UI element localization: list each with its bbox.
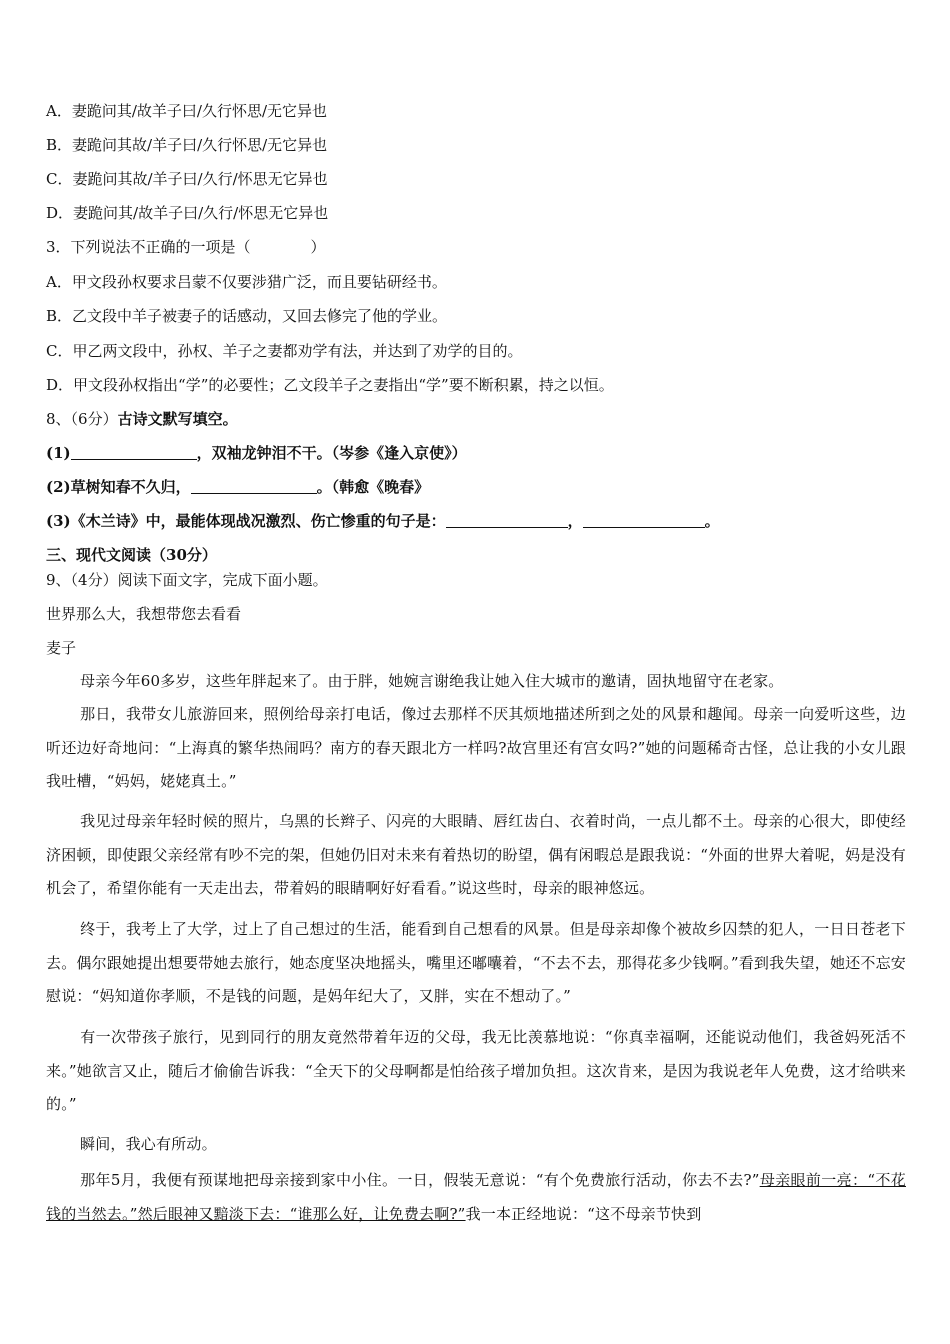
q9-stem: 9、（4分）阅读下面文字，完成下面小题。 [46,571,328,589]
article-title: 世界那么大，我想带您去看看 [46,605,242,623]
article-paragraph-4: 终于，我考上了大学，过上了自己想过的生活，能看到自己想看的风景。但是母亲却像个被故乡囚禁的犯人，一日日苍老下去。偶尔跟她提出想要带她去旅行，她态度坚决地摇头，嘴里还嘟囔着，“不去不去，那得花多少钱啊。”看到我失望，她还不忘安慰说：“妈知道你孝顺，不是钱的问题，是妈年纪大了，又胖，实在不想动了。” [46,920,906,1005]
q3-option-d: D．甲文段孙权指出“学”的必要性；乙文段羊子之妻指出“学”要不断积累，持之以恒。 [46,376,614,394]
q8-item3-end: 。 [704,512,720,530]
q2-option-c: C．妻跪问其故/羊子曰/久行/怀思无它异也 [46,170,328,188]
q8-prefix: 8、（6分） [46,410,118,428]
q8-item3-text: (3)《木兰诗》中，最能体现战况激烈、伤亡惨重的句子是： [46,512,446,530]
article-paragraph-1: 母亲今年60多岁，这些年胖起来了。由于胖，她婉言谢绝我让她入住大城市的邀请，固执地留守在老家。 [80,672,784,690]
q8-item-2 [46,477,429,497]
q8-item2-text: (2)草树知春不久归， [46,478,191,496]
answer-blank[interactable] [446,513,568,528]
q3-option-a: A．甲文段孙权要求吕蒙不仅要涉猎广泛，而且要钻研经书。 [46,273,447,291]
answer-blank[interactable] [71,445,197,460]
q8-item3-mid: ， [567,512,583,530]
answer-blank[interactable] [191,479,317,494]
q8-item1-text: ，双袖龙钟泪不干。（岑参《逢入京使》） [196,444,467,462]
q8-item-1 [46,443,467,463]
q8-heading [46,409,238,429]
q8-item-3 [46,511,720,531]
article-paragraph-5: 有一次带孩子旅行，见到同行的朋友竟然带着年迈的父母，我无比羡慕地说：“你真幸福啊，还能说动他们，我爸妈死活不来。”她欲言又止，随后才偷偷告诉我：“全天下的父母啊都是怕给孩子增加负担。这次肯来，是因为我说老年人免费，这才给哄来的。” [46,1028,906,1113]
answer-blank[interactable] [583,513,705,528]
q2-option-a: A．妻跪问其/故羊子曰/久行怀思/无它异也 [46,102,327,120]
article-paragraph-2: 那日，我带女儿旅游回来，照例给母亲打电话，像过去那样不厌其烦地描述所到之处的风景和趣闻。母亲一向爱听这些，边听还边好奇地问：“上海真的繁华热闹吗？南方的春天跟北方一样吗?故宫里还有宫女吗?”她的问题稀奇古怪，总让我的小女儿跟我吐槽，“妈妈，姥姥真土。” [46,705,906,790]
article-paragraph-6: 瞬间，我心有所动。 [80,1135,217,1153]
q8-title: 古诗文默写填空。 [117,410,238,428]
section-3-heading: 三、现代文阅读（30分） [46,546,217,564]
q8-item1-num: (1) [46,444,71,462]
q2-option-d: D．妻跪问其/故羊子曰/久行/怀思无它异也 [46,204,329,222]
article-paragraph-3: 我见过母亲年轻时候的照片，乌黑的长辫子、闪亮的大眼睛、唇红齿白、衣着时尚，一点儿都不土。母亲的心很大，即使经济困顿，即使跟父亲经常有吵不完的架，但她仍旧对未来有着热切的盼望，偶有闲暇总是跟我说：“外面的世界大着呢，妈是没有机会了，希望你能有一天走出去，带着妈的眼睛啊好好看看。”说这些时，母亲的眼神悠远。 [46,812,906,897]
article-author: 麦子 [46,639,77,657]
q3-stem: 3．下列说法不正确的一项是（ ） [46,238,326,256]
q8-item2-tail: 。（韩愈《晚春》 [316,478,430,496]
q3-option-b: B．乙文段中羊子被妻子的话感动，又回去修完了他的学业。 [46,307,448,325]
article-paragraph-7: 那年5月，我便有预谋地把母亲接到家中小住。一日，假装无意说：“有个免费旅行活动，你去不去?”母亲眼前一亮：“不花钱的当然去。”然后眼神又黯淡下去：“谁那么好，让免费去啊?”我一本正经地说：“这不母亲节快到 [46,1171,906,1223]
underlined-sentence: 母亲眼前一亮：“不花钱的当然去。”然后眼神又黯淡下去：“谁那么好，让免费去啊?” [46,1171,906,1223]
q2-option-b: B．妻跪问其故/羊子曰/久行怀思/无它异也 [46,136,328,154]
q3-option-c: C．甲乙两文段中，孙权、羊子之妻都劝学有法，并达到了劝学的目的。 [46,342,523,360]
